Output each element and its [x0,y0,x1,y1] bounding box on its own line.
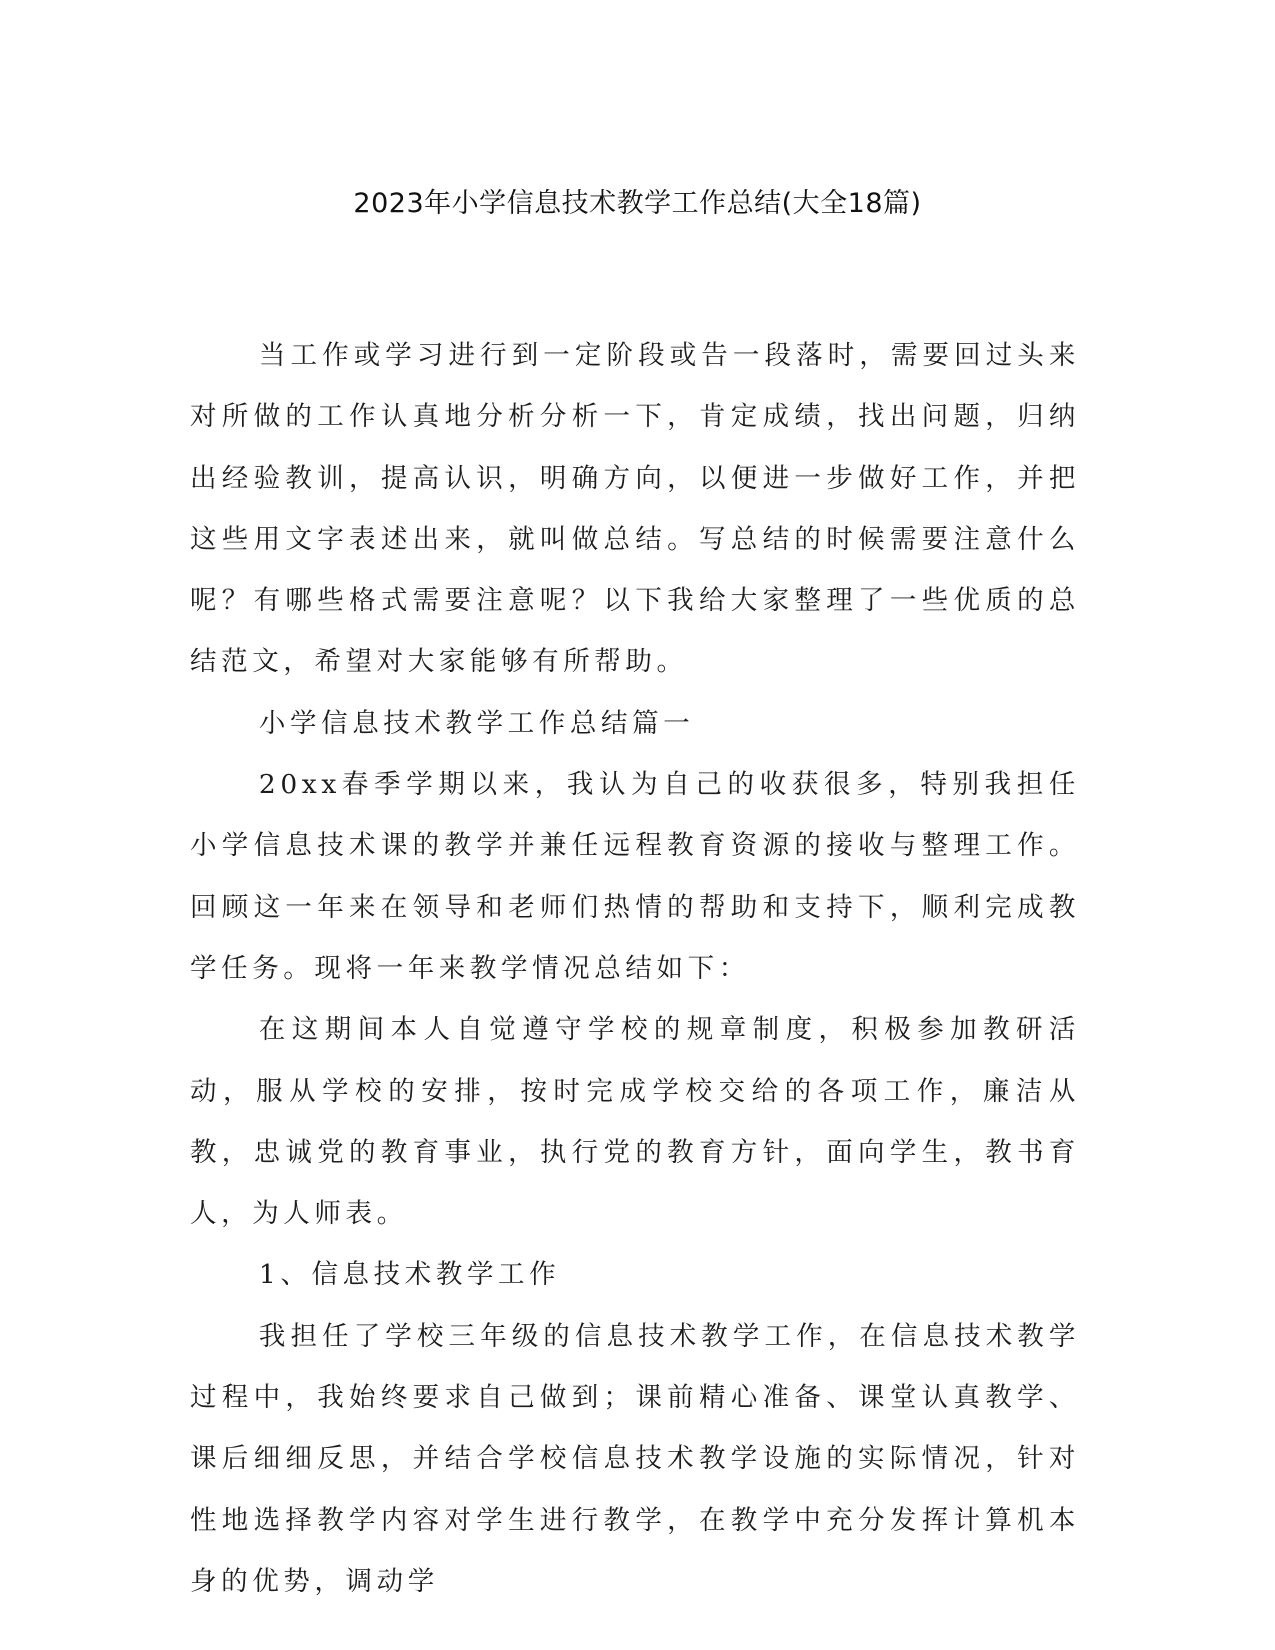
body-paragraph: 在这期间本人自觉遵守学校的规章制度，积极参加教研活动，服从学校的安排，按时完成学校交给的各项工作，廉洁从教，忠诚党的教育事业，执行党的教育方针，面向学生，教书育人，为人师表。 [190,1014,1080,1230]
subsection-heading: 1、信息技术教学工作 [258,1259,561,1291]
body-paragraph: 20xx春季学期以来，我认为自己的收获很多，特别我担任小学信息技术课的教学并兼任远程教育资源的接收与整理工作。回顾这一年来在领导和老师们热情的帮助和支持下，顺利完成教学任务。现将一年来教学情况总结如下： [190,769,1080,984]
section-heading-part-one: 小学信息技术教学工作总结篇一 [258,707,695,739]
document-title: 2023年小学信息技术教学工作总结(大全18篇) [353,188,922,219]
body-paragraph: 我担任了学校三年级的信息技术教学工作，在信息技术教学过程中，我始终要求自己做到；课前精心准备、课堂认真教学、课后细细反思，并结合学校信息技术教学设施的实际情况，针对性地选择教学内容对学生进行教学，在教学中充分发挥计算机本身的优势，调动学 [190,1320,1080,1597]
intro-paragraph: 当工作或学习进行到一定阶段或告一段落时，需要回过头来对所做的工作认真地分析分析一下，肯定成绩，找出问题，归纳出经验教训，提高认识，明确方向，以便进一步做好工作，并把这些用文字表述出来，就叫做总结。写总结的时候需要注意什么呢？有哪些格式需要注意呢？以下我给大家整理了一些优质的总结范文，希望对大家能够有所帮助。 [190,340,1080,678]
document-body [190,325,1080,1612]
